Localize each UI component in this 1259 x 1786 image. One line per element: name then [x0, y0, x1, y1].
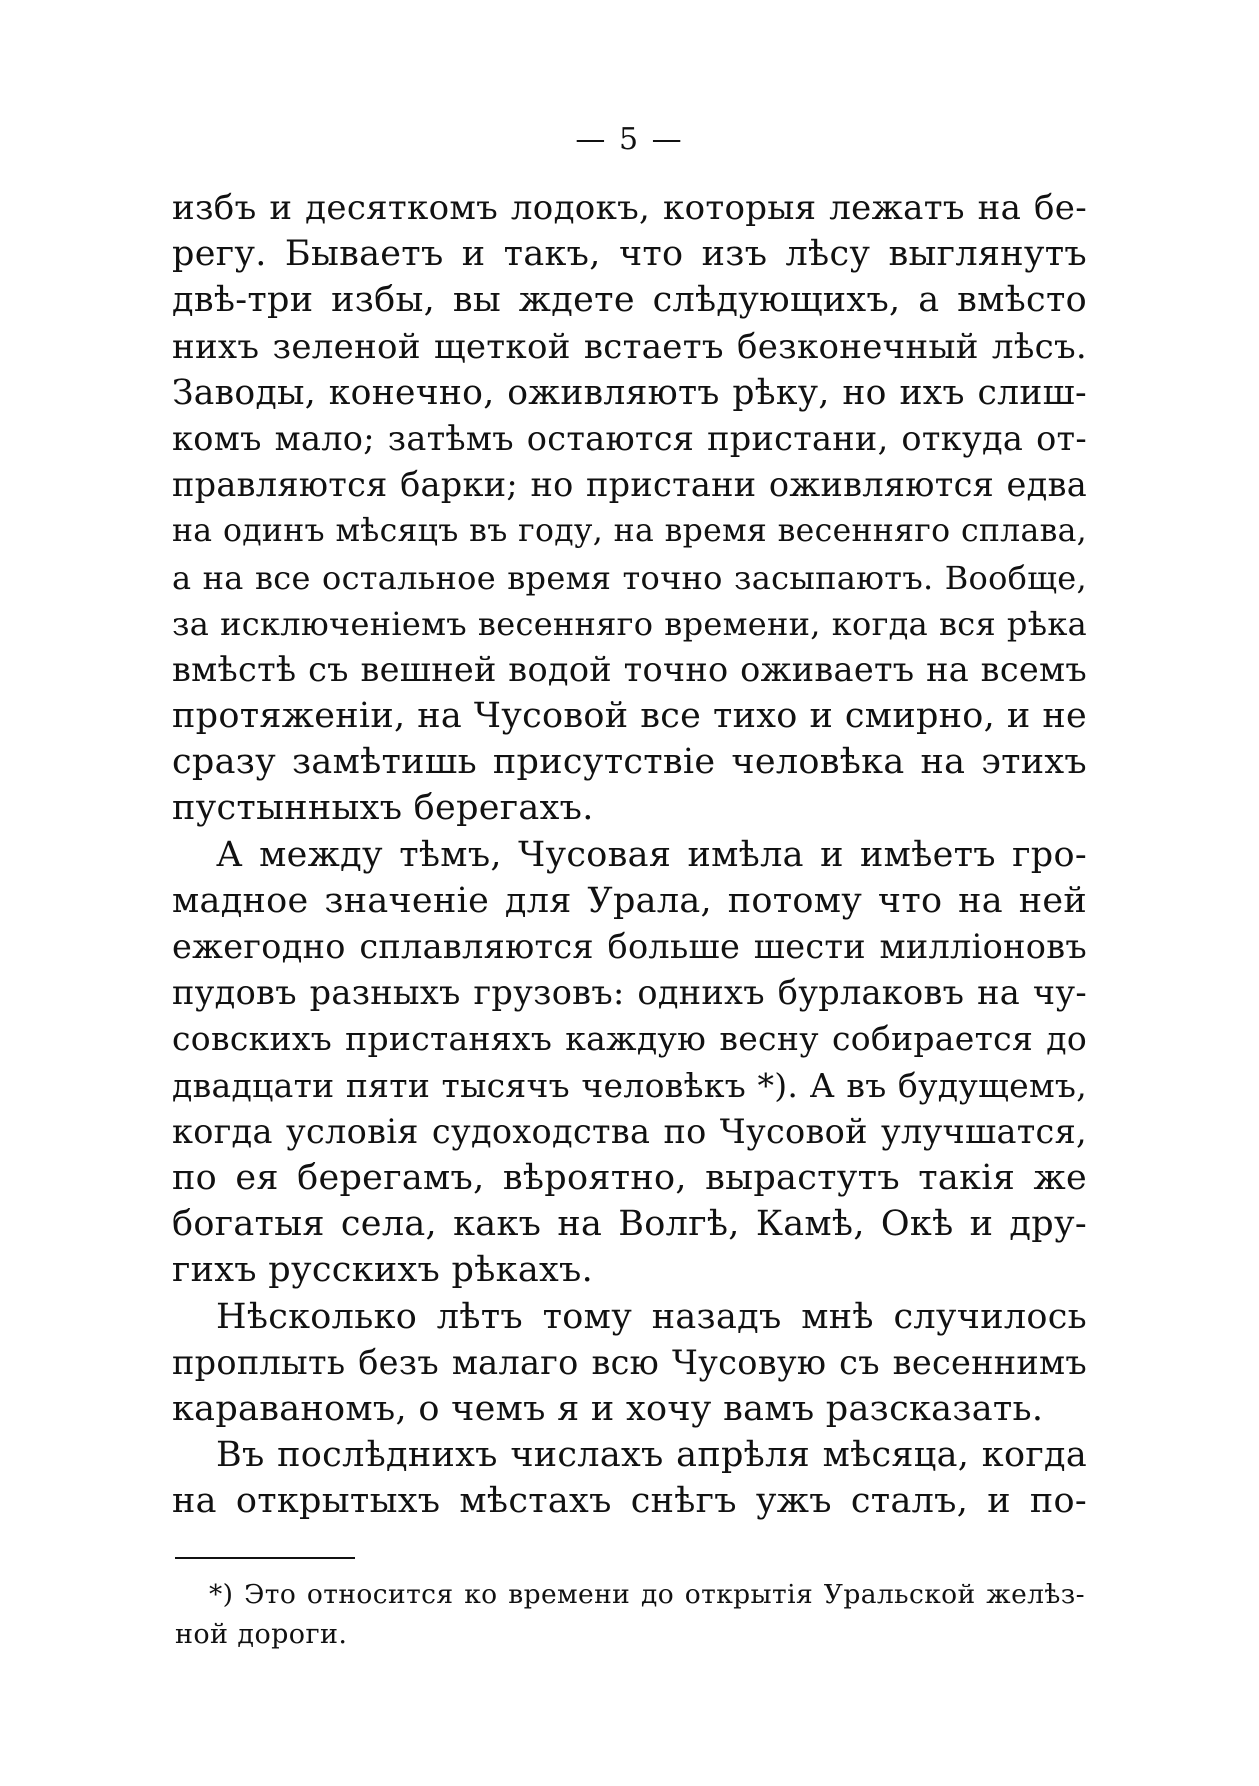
footnote-line: *) Это относится ко времени до открытія Уральской желѣз- — [209, 1579, 1085, 1610]
text-line: протяженіи, на Чусовой все тихо и смирно, и не — [172, 696, 1087, 737]
text-line: когда условія судоходства по Чусовой улучшатся, — [172, 1111, 1087, 1151]
text-line: вмѣстѣ съ вешней водой точно оживаетъ на всемъ — [172, 649, 1087, 689]
text-line: пустынныхъ берегахъ. — [172, 788, 594, 829]
text-line: двѣ-три избы, вы ждете слѣдующихъ, а вмѣсто — [172, 280, 1087, 321]
text-line: комъ мало; затѣмъ остаются пристани, откуда от- — [172, 418, 1087, 458]
footnote-line: ной дороги. — [175, 1619, 348, 1650]
text-line: избъ и десяткомъ лодокъ, которыя лежатъ на бе- — [172, 188, 1087, 228]
paragraph-start-line: Въ послѣднихъ числахъ апрѣля мѣсяца, когда — [216, 1435, 1087, 1476]
text-line: за исключеніемъ весенняго времени, когда вся рѣка — [172, 604, 1087, 643]
text-line: пудовъ разныхъ грузовъ: однихъ бурлаковъ на чу- — [172, 973, 1087, 1013]
text-line: совскихъ пристаняхъ каждую весну собирается до — [172, 1019, 1087, 1059]
text-line: проплыть безъ малаго всю Чусовую съ весеннимъ — [172, 1342, 1087, 1382]
text-line: по ея берегамъ, вѣроятно, вырастутъ такія же — [172, 1157, 1087, 1198]
text-line: на открытыхъ мѣстахъ снѣгъ ужъ сталъ, и по- — [172, 1481, 1087, 1522]
footnote-divider — [175, 1557, 355, 1559]
text-line: богатыя села, какъ на Волгѣ, Камѣ, Окѣ и дру- — [172, 1204, 1087, 1245]
text-line: а на все остальное время точно засыпаютъ. Вообще, — [172, 558, 1087, 597]
body-text — [172, 185, 1087, 1524]
text-line: ежегодно сплавляются больше шести милліоновъ — [172, 927, 1087, 966]
text-line: регу. Бываетъ и такъ, что изъ лѣсу выглянутъ — [172, 234, 1087, 275]
paragraph-start-line: Нѣсколько лѣтъ тому назадъ мнѣ случилось — [216, 1296, 1087, 1337]
text-line: Заводы, конечно, оживляютъ рѣку, но ихъ слиш- — [172, 372, 1087, 413]
paragraph-start-line: А между тѣмъ, Чусовая имѣла и имѣетъ гро- — [216, 834, 1087, 875]
text-line: на одинъ мѣсяцъ въ году, на время весенняго сплава, — [172, 513, 1087, 550]
page-number: — 5 — — [575, 122, 684, 157]
text-line: мадное значеніе для Урала, потому что на ней — [172, 880, 1087, 921]
text-line: правляются барки; но пристани оживляются едва — [172, 465, 1087, 505]
text-line: нихъ зеленой щеткой встаетъ безконечный лѣсъ. — [172, 326, 1087, 367]
footnote — [175, 1575, 1085, 1655]
text-line: гихъ русскихъ рѣкахъ. — [172, 1250, 594, 1291]
text-line: караваномъ, о чемъ я и хочу вамъ разсказать. — [172, 1388, 1044, 1429]
text-line: сразу замѣтишь присутствіе человѣка на этихъ — [172, 742, 1087, 783]
text-line: двадцати пяти тысячъ человѣкъ *). А въ будущемъ, — [172, 1065, 1087, 1105]
